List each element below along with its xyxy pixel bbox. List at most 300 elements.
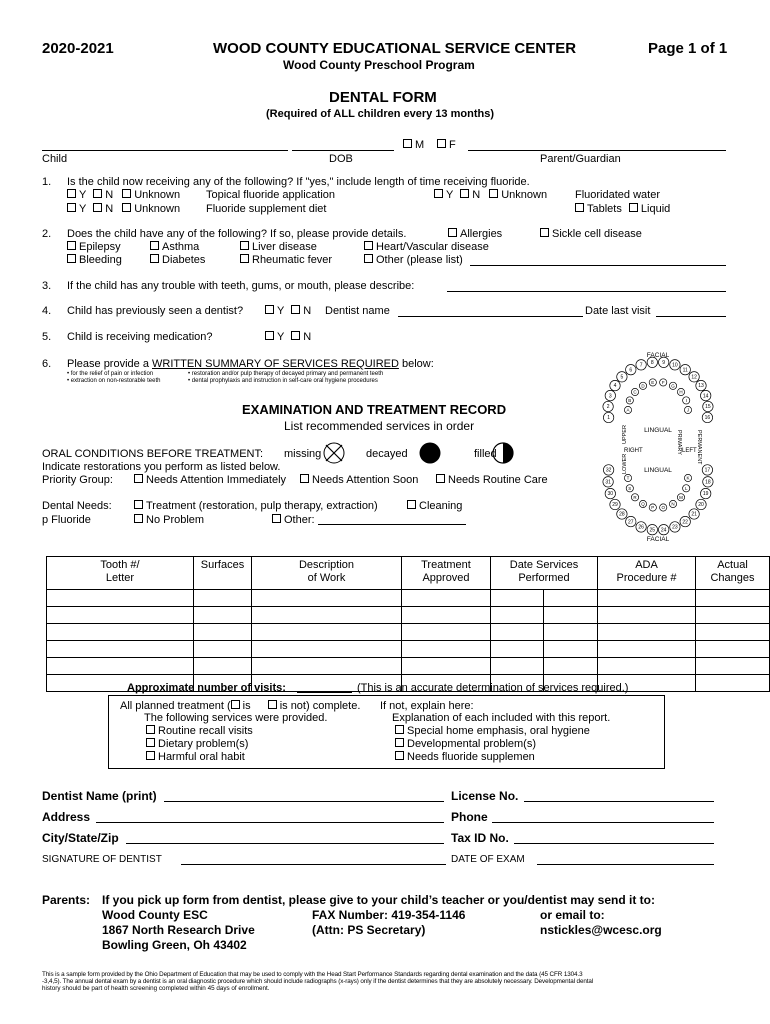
completion-text: is not) complete.: [279, 700, 361, 712]
header-line: Tooth #/: [100, 559, 140, 571]
upper-label: UPPER: [622, 425, 628, 444]
upper-primary-tooth-label: I: [685, 397, 687, 403]
missing-symbol-icon: [322, 441, 346, 465]
bleeding-option[interactable]: [67, 254, 122, 266]
table-cell[interactable]: [47, 641, 194, 658]
checkbox-rheumatic[interactable]: [240, 254, 249, 263]
address-label: Address: [42, 810, 91, 824]
table-cell[interactable]: [544, 590, 598, 607]
treatment-table: [46, 556, 770, 692]
lower-primary-tooth-label: P: [651, 505, 655, 510]
table-cell[interactable]: [544, 641, 598, 658]
header-line: Actual: [717, 559, 748, 571]
city-state-zip-field[interactable]: [126, 843, 444, 844]
upper-permanent-tooth-label: 7: [639, 362, 643, 369]
checkbox-heart[interactable]: [364, 241, 373, 250]
lower-primary-tooth-label: R: [633, 494, 637, 500]
q1-text: Is the child now receiving any of the following? If "yes," include length of time receiving fluoride.: [67, 176, 530, 188]
q1-row2-options: [67, 203, 180, 215]
decayed-label: decayed: [366, 448, 408, 460]
developmental-option[interactable]: [395, 738, 536, 750]
header-line: Performed: [518, 572, 570, 584]
checkbox-asthma[interactable]: [150, 241, 159, 250]
q6-note: • for the relief of pain or infection: [67, 371, 154, 377]
table-cell[interactable]: [402, 607, 491, 624]
option-label: Routine recall visits: [158, 725, 253, 737]
checkbox-diabetes[interactable]: [150, 254, 159, 263]
dob-field[interactable]: [292, 150, 394, 151]
upper-primary-tooth-label: D: [641, 383, 645, 389]
option-label: Developmental problem(s): [407, 738, 536, 750]
lower-permanent-tooth-label: 22: [682, 519, 688, 526]
dob-label: DOB: [329, 153, 353, 165]
table-cell[interactable]: [402, 658, 491, 675]
upper-primary-tooth-label: F: [661, 379, 665, 385]
table-cell[interactable]: [544, 624, 598, 641]
footnote-line: -3,4,5). The annual dental exam by a dentist is an oral diagnostic procedure which should include radiographs (x-rays) only if the dentist determines that they are absolutely necessary. Developmental dental: [42, 978, 594, 985]
header-surfaces: [194, 557, 252, 590]
guardian-label: Parent/Guardian: [540, 153, 621, 165]
services-provided-text: The following services were provided.: [144, 712, 328, 724]
table-cell[interactable]: [402, 590, 491, 607]
checkbox-liver[interactable]: [240, 241, 249, 250]
lower-permanent-tooth-label: 17: [704, 467, 711, 474]
header-date-performed: [491, 557, 598, 590]
table-cell[interactable]: [47, 607, 194, 624]
q1-number: 1.: [42, 176, 52, 188]
lower-permanent-tooth-label: 24: [660, 527, 667, 534]
option-label: N: [303, 331, 312, 343]
q5-text: Child is receiving medication?: [67, 331, 213, 343]
priority-immediately-option[interactable]: [134, 474, 286, 486]
table-row: [47, 607, 770, 624]
checkbox-dentist-y[interactable]: [265, 305, 274, 314]
upper-permanent-tooth-label: 2: [606, 404, 610, 411]
dietary-option[interactable]: [146, 738, 248, 750]
heart-option[interactable]: [364, 241, 489, 253]
previous-dentist-field[interactable]: [398, 316, 583, 317]
table-body: [47, 590, 770, 692]
parents-label: Parents:: [42, 893, 91, 907]
q6-note: • dental prophylaxis and instruction in self-care oral hygiene procedures: [188, 378, 378, 384]
checkbox-treatment[interactable]: [134, 500, 143, 509]
other-need-option[interactable]: [272, 514, 315, 526]
visits-note: (This is an accurate determination of services required.): [357, 682, 629, 694]
table-cell[interactable]: [47, 590, 194, 607]
table-cell[interactable]: [491, 658, 544, 675]
table-header-row: [47, 557, 770, 590]
table-cell[interactable]: [598, 607, 696, 624]
checkbox-bleeding[interactable]: [67, 254, 76, 263]
lower-permanent-tooth-label: 20: [698, 502, 704, 509]
upper-permanent-tooth-label: 3: [608, 393, 612, 400]
table-cell[interactable]: [252, 641, 402, 658]
table-cell[interactable]: [696, 624, 770, 641]
guardian-field[interactable]: [468, 150, 726, 151]
date-last-visit-field[interactable]: [656, 316, 726, 317]
priority-group-label: Priority Group:: [42, 474, 113, 486]
dental-needs-label: Dental Needs:: [42, 500, 112, 512]
option-label: Bleeding: [79, 254, 122, 266]
option-label: Other:: [284, 514, 315, 526]
lower-permanent-tooth-label: 28: [619, 511, 625, 518]
option-label: Y: [446, 189, 454, 201]
option-label: Liquid: [640, 203, 671, 215]
fluoridated-water-label: Fluoridated water: [575, 189, 660, 201]
esc-city: Bowling Green, Oh 43402: [102, 938, 247, 952]
table-cell[interactable]: [194, 590, 252, 607]
checkbox-supplement-n[interactable]: [93, 203, 102, 212]
form-requirement: (Required of ALL children every 13 months): [266, 108, 494, 120]
tooth-chart-diagram[interactable]: [588, 348, 720, 544]
fluoride-supplement-option[interactable]: [395, 751, 535, 763]
needs-cleaning-option[interactable]: [407, 500, 462, 512]
organization-name: WOOD COUNTY EDUCATIONAL SERVICE CENTER: [213, 40, 577, 57]
child-name-field[interactable]: [42, 150, 288, 151]
primary-label: PRIMARY: [676, 430, 682, 455]
q2-number: 2.: [42, 228, 52, 240]
checkbox-other-need[interactable]: [272, 514, 281, 523]
missing-label: missing: [284, 448, 322, 460]
table-cell[interactable]: [696, 658, 770, 675]
program-name: Wood County Preschool Program: [283, 58, 475, 72]
checkbox-home-emphasis[interactable]: [395, 725, 404, 734]
q3-describe-field[interactable]: [447, 291, 726, 292]
dentist-name-label: Dentist name: [325, 305, 390, 317]
license-field[interactable]: [524, 801, 714, 802]
fluoride-need-label: p Fluoride: [42, 514, 91, 526]
q1-water-options: [434, 189, 547, 201]
header-line: Changes: [710, 572, 755, 584]
checkbox-allergies[interactable]: [448, 228, 457, 237]
option-label: Special home emphasis, oral hygiene: [407, 725, 590, 737]
header-line: ADA: [635, 559, 658, 571]
supplement-diet-label: Fluoride supplement diet: [206, 203, 327, 215]
sex-f-label: F: [449, 139, 456, 151]
upper-permanent-tooth-label: 13: [698, 383, 704, 390]
dentist-name-field[interactable]: [164, 801, 444, 802]
priority-routine-option[interactable]: [436, 474, 548, 486]
filled-symbol-icon: [491, 441, 515, 465]
option-label: Diabetes: [162, 254, 206, 266]
checkbox-routine[interactable]: [436, 474, 445, 483]
header-line: of Work: [307, 572, 346, 584]
q6-text-underlined: WRITTEN SUMMARY OF SERVICES REQUIRED: [152, 358, 399, 370]
option-label: Y: [79, 189, 87, 201]
upper-primary-tooth-label: C: [633, 389, 637, 395]
checkbox-topical-unknown[interactable]: [122, 189, 131, 198]
lower-primary-tooth-label: O: [661, 505, 665, 510]
header-line: Description: [298, 559, 355, 571]
option-label: Dietary problem(s): [158, 738, 249, 750]
upper-permanent-tooth-label: 11: [682, 367, 688, 374]
table-cell[interactable]: [491, 590, 544, 607]
table-cell[interactable]: [696, 590, 770, 607]
page-indicator: Page 1 of 1: [648, 40, 728, 57]
checkbox-m[interactable]: [403, 139, 412, 148]
q4-text: Child has previously seen a dentist?: [67, 305, 244, 317]
option-label: N: [105, 189, 114, 201]
table-cell[interactable]: [696, 675, 770, 692]
liver-option[interactable]: [240, 241, 317, 253]
table-cell[interactable]: [696, 607, 770, 624]
facial-top-label: FACIAL: [646, 352, 670, 359]
right-label: RIGHT: [624, 448, 643, 454]
checkbox-sickle[interactable]: [540, 228, 549, 237]
lower-permanent-tooth-label: 21: [691, 511, 697, 518]
table-row: [47, 658, 770, 675]
checkbox-immediately[interactable]: [134, 474, 143, 483]
checkbox-tablets[interactable]: [575, 203, 584, 212]
completion-statement: [120, 700, 360, 712]
table-cell[interactable]: [696, 641, 770, 658]
footnote-line: This is a sample form provided by the Ohio Department of Education that may be used to comply with the Head Start Performance Standards regarding dental examination and the data (45 CFR 1304.3: [42, 971, 583, 978]
table-cell[interactable]: [252, 607, 402, 624]
table-row: [47, 590, 770, 607]
table-row: [47, 624, 770, 641]
option-label: Needs fluoride supplemen: [407, 751, 535, 763]
upper-permanent-tooth-label: 4: [613, 383, 617, 390]
option-label: Liver disease: [252, 241, 317, 253]
checkbox-dietary[interactable]: [146, 738, 155, 747]
q4-options: [265, 305, 311, 317]
upper-permanent-tooth-label: 14: [702, 393, 709, 400]
option-label: Other (please list): [376, 254, 463, 266]
indicate-restorations-text: Indicate restorations you perform as listed below.: [42, 461, 281, 473]
table-cell[interactable]: [252, 658, 402, 675]
checkbox-water-n[interactable]: [460, 189, 469, 198]
routine-recall-option[interactable]: [146, 725, 253, 737]
home-emphasis-option[interactable]: [395, 725, 590, 737]
checkbox-oral-habit[interactable]: [146, 751, 155, 760]
topical-fluoride-label: Topical fluoride application: [206, 189, 336, 201]
option-label: Needs Routine Care: [448, 474, 548, 486]
checkbox-topical-n[interactable]: [93, 189, 102, 198]
exam-subtitle: List recommended services in order: [284, 419, 475, 433]
option-label: Sickle cell disease: [552, 228, 642, 240]
tax-id-label: Tax ID No.: [451, 831, 509, 845]
checkbox-medication-n[interactable]: [291, 331, 300, 340]
esc-street: 1867 North Research Drive: [102, 923, 255, 937]
q2-text: Does the child have any of the following? If so, please provide details.: [67, 228, 407, 240]
city-state-zip-label: City/State/Zip: [42, 831, 119, 845]
table-cell[interactable]: [491, 641, 544, 658]
q1-row1-options: [67, 189, 180, 201]
checkbox-developmental[interactable]: [395, 738, 404, 747]
option-label: Needs Attention Soon: [312, 474, 419, 486]
other-condition-option[interactable]: [364, 254, 463, 266]
upper-primary-tooth-label: G: [671, 383, 675, 389]
table-cell[interactable]: [47, 658, 194, 675]
table-cell[interactable]: [544, 607, 598, 624]
header-approved: [402, 557, 491, 590]
upper-primary-tooth-label: A: [626, 407, 630, 413]
checkbox-soon[interactable]: [300, 474, 309, 483]
sex-m-label: M: [415, 139, 425, 151]
table-cell[interactable]: [544, 658, 598, 675]
option-label: Unknown: [134, 203, 181, 215]
lower-permanent-tooth-label: 25: [649, 527, 656, 534]
address-field[interactable]: [96, 822, 444, 823]
option-label: Unknown: [134, 189, 181, 201]
checkbox-dentist-n[interactable]: [291, 305, 300, 314]
date-of-exam-field[interactable]: [537, 864, 714, 865]
rheumatic-option[interactable]: [240, 254, 332, 266]
upper-permanent-tooth-label: 10: [672, 362, 678, 369]
facial-bottom-label: FACIAL: [646, 536, 670, 543]
table-cell[interactable]: [47, 624, 194, 641]
table-cell[interactable]: [598, 641, 696, 658]
table-cell[interactable]: [598, 658, 696, 675]
exam-title: EXAMINATION AND TREATMENT RECORD: [242, 402, 507, 417]
supplement-form-options: [575, 203, 670, 215]
table-cell[interactable]: [402, 624, 491, 641]
school-year: 2020-2021: [42, 40, 114, 57]
checkbox-supplement-y[interactable]: [67, 203, 76, 212]
header-changes: [696, 557, 770, 590]
signature-label: SIGNATURE OF DENTIST: [42, 854, 162, 865]
completion-text: is: [242, 700, 251, 712]
q6-text: [67, 358, 434, 370]
table-cell[interactable]: [491, 624, 544, 641]
table-cell[interactable]: [194, 607, 252, 624]
option-label: N: [105, 203, 114, 215]
lingual-top-label: LINGUAL: [644, 427, 672, 434]
parents-instructions: If you pick up form from dentist, please give to your child’s teacher or you/dentist may send it to:: [102, 893, 655, 907]
lower-primary-tooth-label: K: [686, 475, 690, 481]
decayed-symbol-icon: [418, 441, 442, 465]
upper-permanent-tooth-label: 6: [629, 367, 633, 374]
phone-label: Phone: [451, 810, 488, 824]
upper-permanent-tooth-label: 9: [662, 360, 666, 366]
q6-note: • extraction on non-restorable teeth: [67, 378, 161, 384]
checkbox-other[interactable]: [364, 254, 373, 263]
table-cell[interactable]: [194, 641, 252, 658]
table-cell[interactable]: [402, 641, 491, 658]
completion-text: All planned treatment (: [120, 700, 231, 712]
email-label: or email to:: [540, 908, 605, 922]
upper-primary-tooth-label: B: [628, 397, 632, 403]
upper-permanent-tooth-label: 16: [704, 415, 711, 422]
allergies-option[interactable]: [448, 228, 502, 240]
checkbox-epilepsy[interactable]: [67, 241, 76, 250]
priority-soon-option[interactable]: [300, 474, 418, 486]
checkbox-cleaning[interactable]: [407, 500, 416, 509]
q6-number: 6.: [42, 358, 52, 370]
table-row: [47, 641, 770, 658]
checkbox-no-problem[interactable]: [134, 514, 143, 523]
child-label: Child: [42, 153, 68, 165]
no-problem-option[interactable]: [134, 514, 204, 526]
option-label: Needs Attention Immediately: [146, 474, 287, 486]
header-line: Approved: [422, 572, 470, 584]
option-label: N: [472, 189, 481, 201]
table-cell[interactable]: [194, 624, 252, 641]
q5-number: 5.: [42, 331, 52, 343]
footnote-line: history should be part of health screening completed within 45 days of enrollment.: [42, 985, 270, 992]
lower-permanent-tooth-label: 19: [702, 491, 709, 498]
table-cell[interactable]: [598, 590, 696, 607]
other-condition-field[interactable]: [470, 265, 726, 266]
diabetes-option[interactable]: [150, 254, 205, 266]
checkbox-liquid[interactable]: [629, 203, 638, 212]
checkbox-supplement-unknown[interactable]: [122, 203, 131, 212]
table-cell[interactable]: [252, 590, 402, 607]
lower-permanent-tooth-label: 27: [628, 519, 634, 526]
table-cell[interactable]: [194, 658, 252, 675]
upper-permanent-tooth-label: 5: [620, 374, 624, 381]
header-description: [252, 557, 402, 590]
table-cell[interactable]: [491, 607, 544, 624]
upper-permanent-tooth-label: 15: [705, 404, 711, 411]
lower-primary-tooth-label: L: [684, 485, 688, 491]
sex-m-option[interactable]: [403, 139, 424, 151]
checkbox-topical-y[interactable]: [67, 189, 76, 198]
date-of-exam-label: DATE OF EXAM: [451, 854, 525, 865]
signature-field[interactable]: [181, 864, 446, 865]
permanent-label: PERMANENT: [696, 430, 702, 465]
table-cell[interactable]: [598, 624, 696, 641]
header-line: Treatment: [421, 559, 471, 571]
table-cell[interactable]: [252, 624, 402, 641]
header-line: Procedure #: [616, 572, 677, 584]
email-address[interactable]: nstickles@wcesc.org: [540, 923, 662, 937]
q3-number: 3.: [42, 280, 52, 292]
option-label: Heart/Vascular disease: [376, 241, 489, 253]
oral-habit-option[interactable]: [146, 751, 245, 763]
header-line: Date Services: [509, 559, 579, 571]
upper-primary-tooth-label: J: [686, 407, 690, 413]
tax-id-field[interactable]: [514, 843, 714, 844]
checkbox-water-y[interactable]: [434, 189, 443, 198]
option-label: N: [303, 305, 312, 317]
q3-text: If the child has any trouble with teeth, gums, or mouth, please describe:: [67, 280, 415, 292]
checkbox-fluoride-supplement[interactable]: [395, 751, 404, 760]
other-need-field[interactable]: [318, 524, 466, 525]
option-label: No Problem: [146, 514, 205, 526]
checkbox-water-unknown[interactable]: [489, 189, 498, 198]
epilepsy-option[interactable]: [67, 241, 121, 253]
checkbox-complete-is-not[interactable]: [268, 700, 277, 709]
lower-primary-tooth-label: S: [628, 485, 632, 491]
checkbox-medication-y[interactable]: [265, 331, 274, 340]
checkbox-f[interactable]: [437, 139, 446, 148]
checkbox-complete-is[interactable]: [231, 700, 240, 709]
upper-permanent-tooth-label: 8: [650, 360, 654, 366]
fax-attention: (Attn: PS Secretary): [312, 923, 426, 937]
license-label: License No.: [451, 789, 519, 803]
upper-permanent-tooth-label: 12: [691, 374, 697, 381]
lingual-bottom-label: LINGUAL: [644, 467, 672, 474]
option-label: Harmful oral habit: [158, 751, 245, 763]
asthma-option[interactable]: [150, 241, 199, 253]
option-label: Treatment (restoration, pulp therapy, extraction): [146, 500, 378, 512]
fax-number: FAX Number: 419-354-1146: [312, 908, 466, 922]
sickle-option[interactable]: [540, 228, 642, 240]
lower-label: LOWER: [622, 453, 628, 474]
needs-treatment-option[interactable]: [134, 500, 378, 512]
sex-f-option[interactable]: [437, 139, 456, 151]
q6-text-pre: Please provide a: [67, 358, 152, 370]
upper-primary-tooth-label: H: [679, 389, 683, 395]
phone-field[interactable]: [492, 822, 714, 823]
option-label: Allergies: [460, 228, 503, 240]
checkbox-routine-recall[interactable]: [146, 725, 155, 734]
lower-primary-tooth-label: N: [671, 501, 675, 507]
visits-field[interactable]: [297, 692, 352, 693]
option-label: Epilepsy: [79, 241, 121, 253]
option-label: Y: [277, 331, 285, 343]
